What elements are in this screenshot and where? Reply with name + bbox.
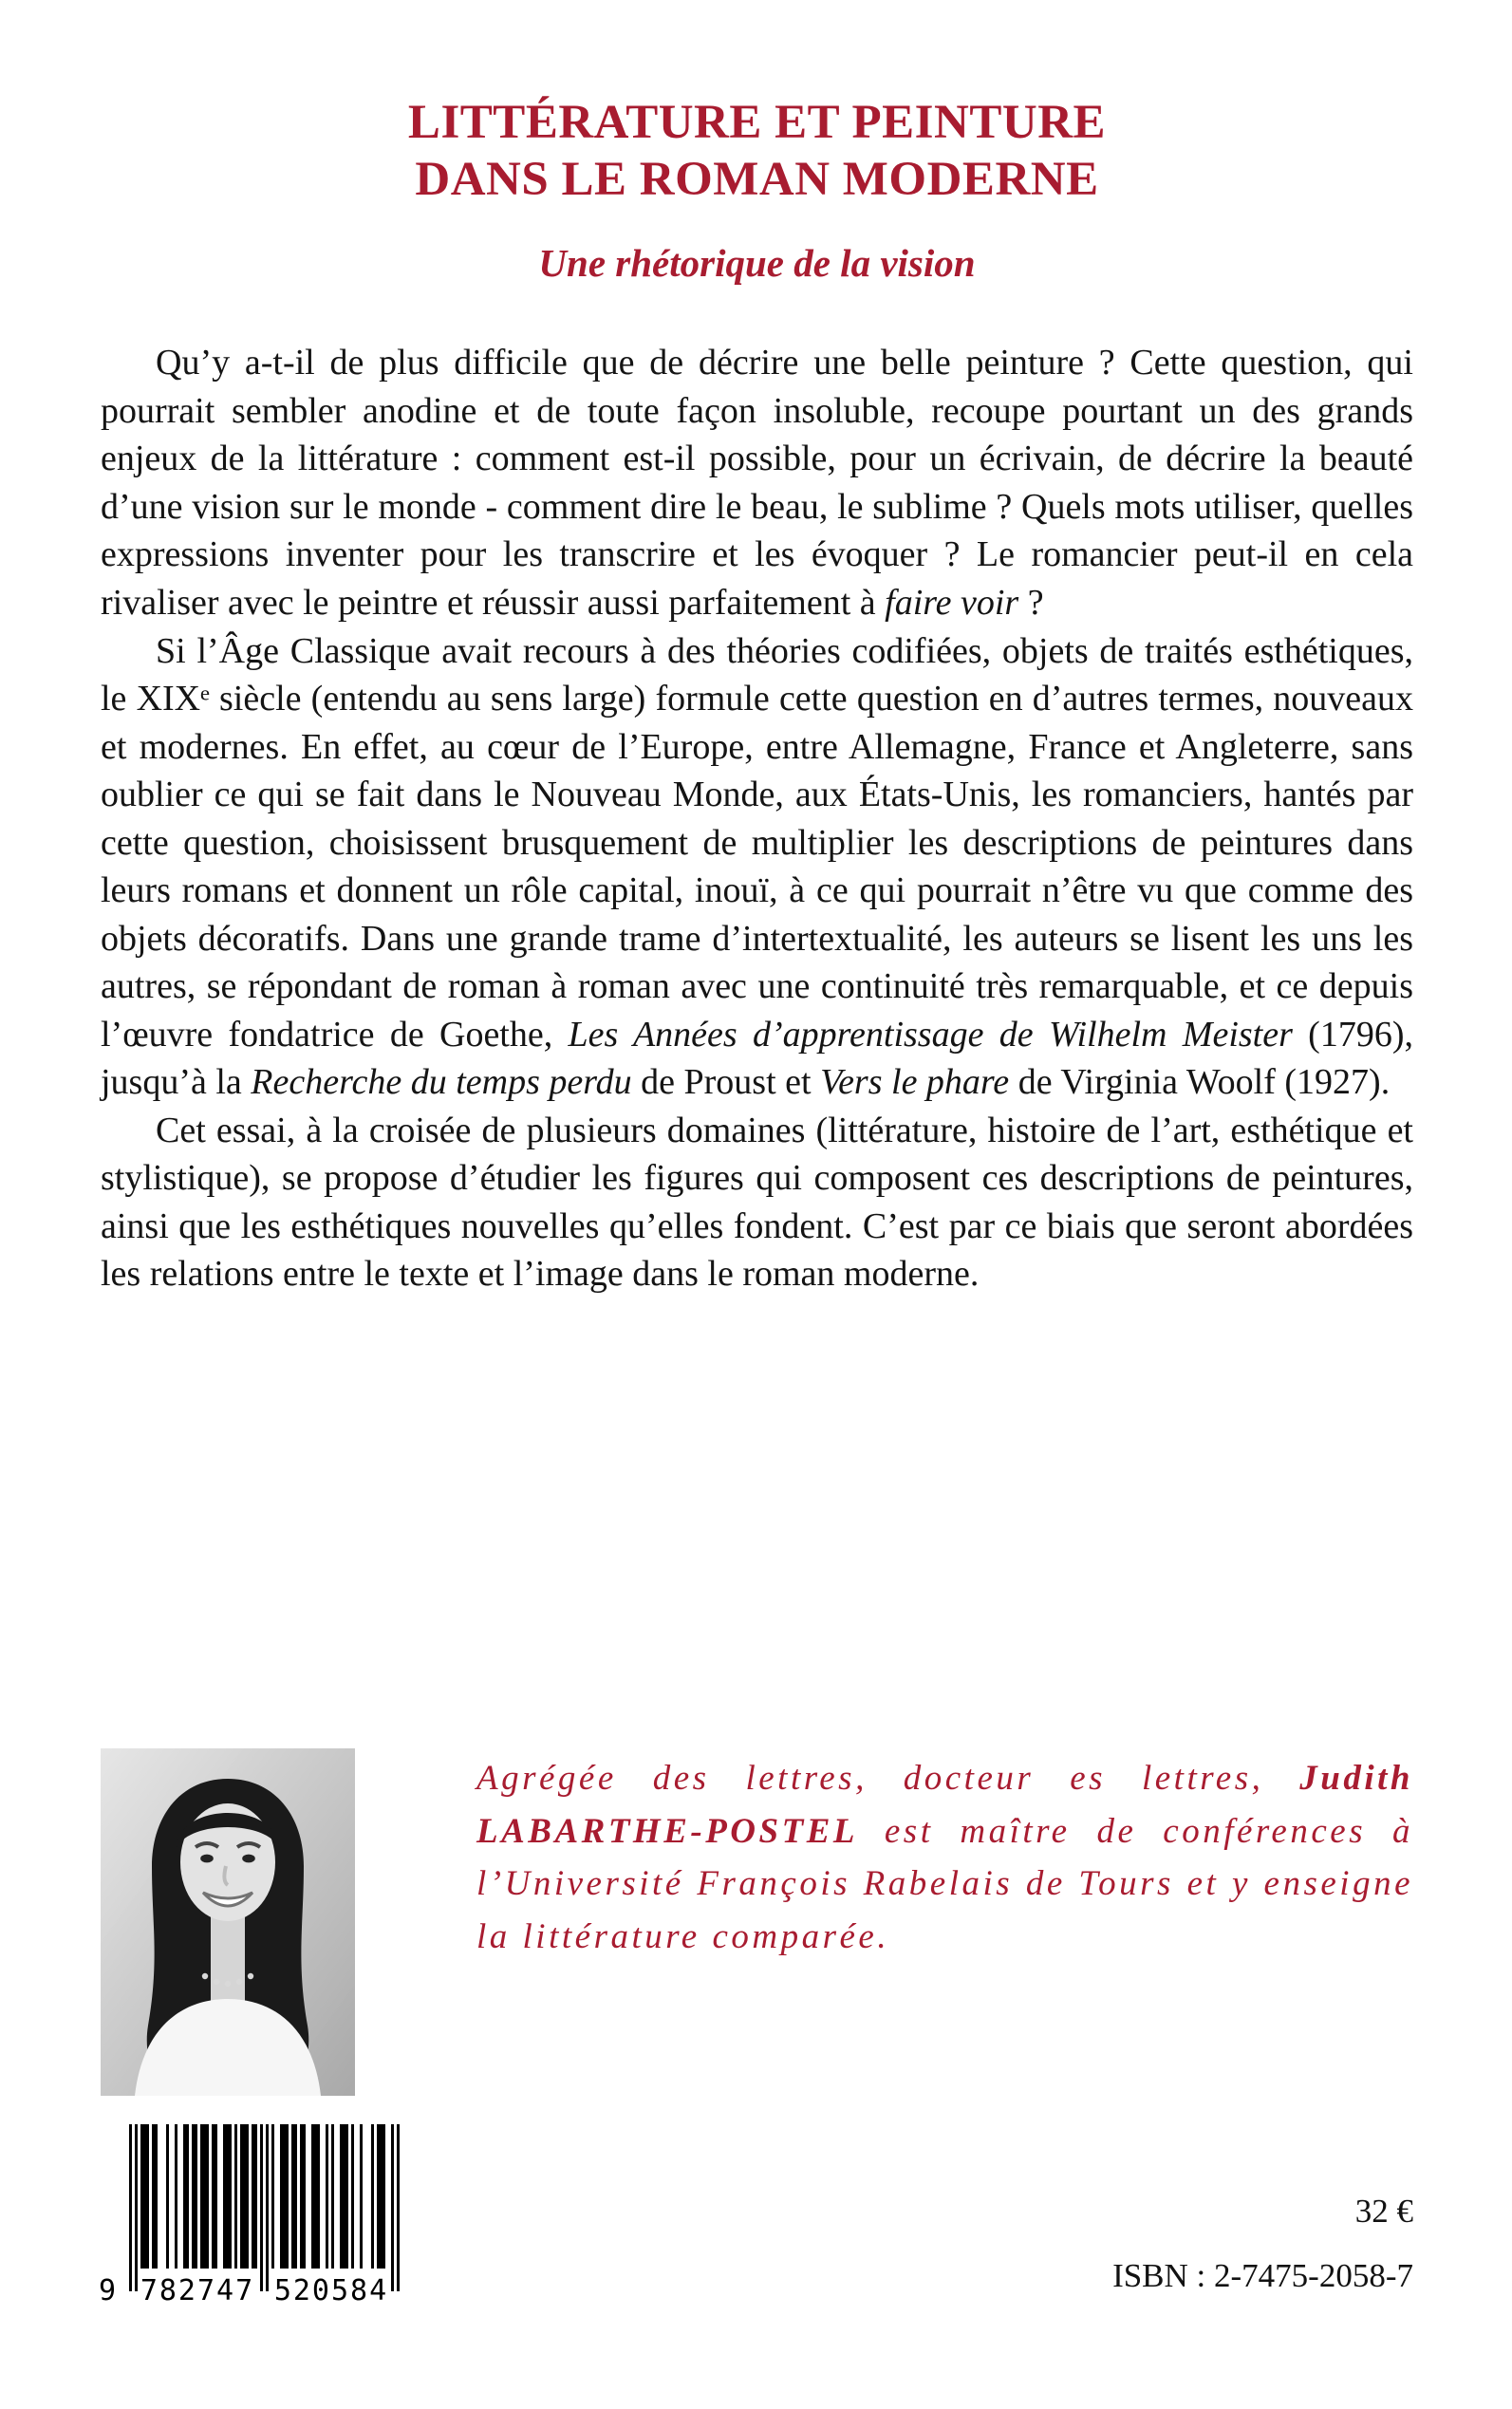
barcode-digits-right: 520584	[273, 2274, 389, 2307]
barcode-bars	[129, 2124, 400, 2291]
body-paragraph-3: Cet essai, à la croisée de plusieurs domaines (littérature, histoire de l’art, esthétique et stylistique), se propose d’étudier les figures qui composent ces descriptions de peintures, ainsi que les esthétiques nouvelles qu’elles fondent. C’est par ce biais que seront abordées les relations entre le texte et l’image dans le roman moderne.	[101, 1110, 1413, 1295]
author-section	[101, 1748, 1413, 2096]
isbn: ISBN : 2-7475-2058-7	[1112, 2257, 1413, 2295]
author-photo	[101, 1748, 355, 2096]
barcode	[99, 2124, 400, 2310]
back-cover-text	[101, 339, 1413, 1298]
price: 32 €	[1354, 2193, 1413, 2230]
price-isbn-block	[1112, 2179, 1413, 2309]
body-paragraph-1: Qu’y a-t-il de plus difficile que de décrire une belle peinture ? Cette question, qui pourrait sembler anodine et de toute façon insoluble, recoupe pourtant un des grands enjeux de la littérature : comment est-il possible, pour un écrivain, de décrire la beauté d’une vision sur le monde - comment dire le beau, le sublime ? Quels mots utiliser, quelles expressions inventer pour les transcrire et les évoquer ? Le romancier peut-il en cela rivaliser avec le peintre et réussir aussi parfaitement à faire voir ?	[101, 343, 1413, 623]
book-title-line-1: LITTÉRATURE ET PEINTURE	[407, 96, 1107, 149]
book-title	[101, 95, 1413, 208]
barcode-digits-left: 782747	[140, 2274, 255, 2307]
author-bio: Agrégée des lettres, docteur es lettres, Judith LABARTHE-POSTEL est maître de conférences à l’Université François Rabelais de Tours et y enseigne la littérature comparée.	[476, 1759, 1413, 1956]
barcode-number	[99, 2270, 400, 2310]
body-paragraph-2: Si l’Âge Classique avait recours à des théories codifiées, objets de traités esthétiques, le XIXᵉ siècle (entendu au sens large) formule cette question en d’autres termes, nouveaux et modernes. En effet, au cœur de l’Europe, entre Allemagne, France et Angleterre, sans oublier ce qui se fait dans le Nouveau Monde, aux États-Unis, les romanciers, hantés par cette question, choisissent brusquement de multiplier les descriptions de peintures dans leurs romans et donnent un rôle capital, inouï, à ce qui pourrait n’être vu que comme des objets décoratifs. Dans une grande trame d’intertextualité, les auteurs se lisent les uns les autres, se répondant de roman à roman avec une continuité très remarquable, et ce depuis l’œuvre fondatrice de Goethe, Les Années d’apprentissage de Wilhelm Meister (1796), jusqu’à la Recherche du temps perdu de Proust et Vers le phare de Virginia Woolf (1927).	[101, 630, 1413, 1103]
book-title-line-2: DANS LE ROMAN MODERNE	[415, 152, 1099, 206]
book-subtitle: Une rhétorique de la vision	[538, 241, 976, 286]
barcode-digit-prefix: 9	[99, 2274, 117, 2307]
